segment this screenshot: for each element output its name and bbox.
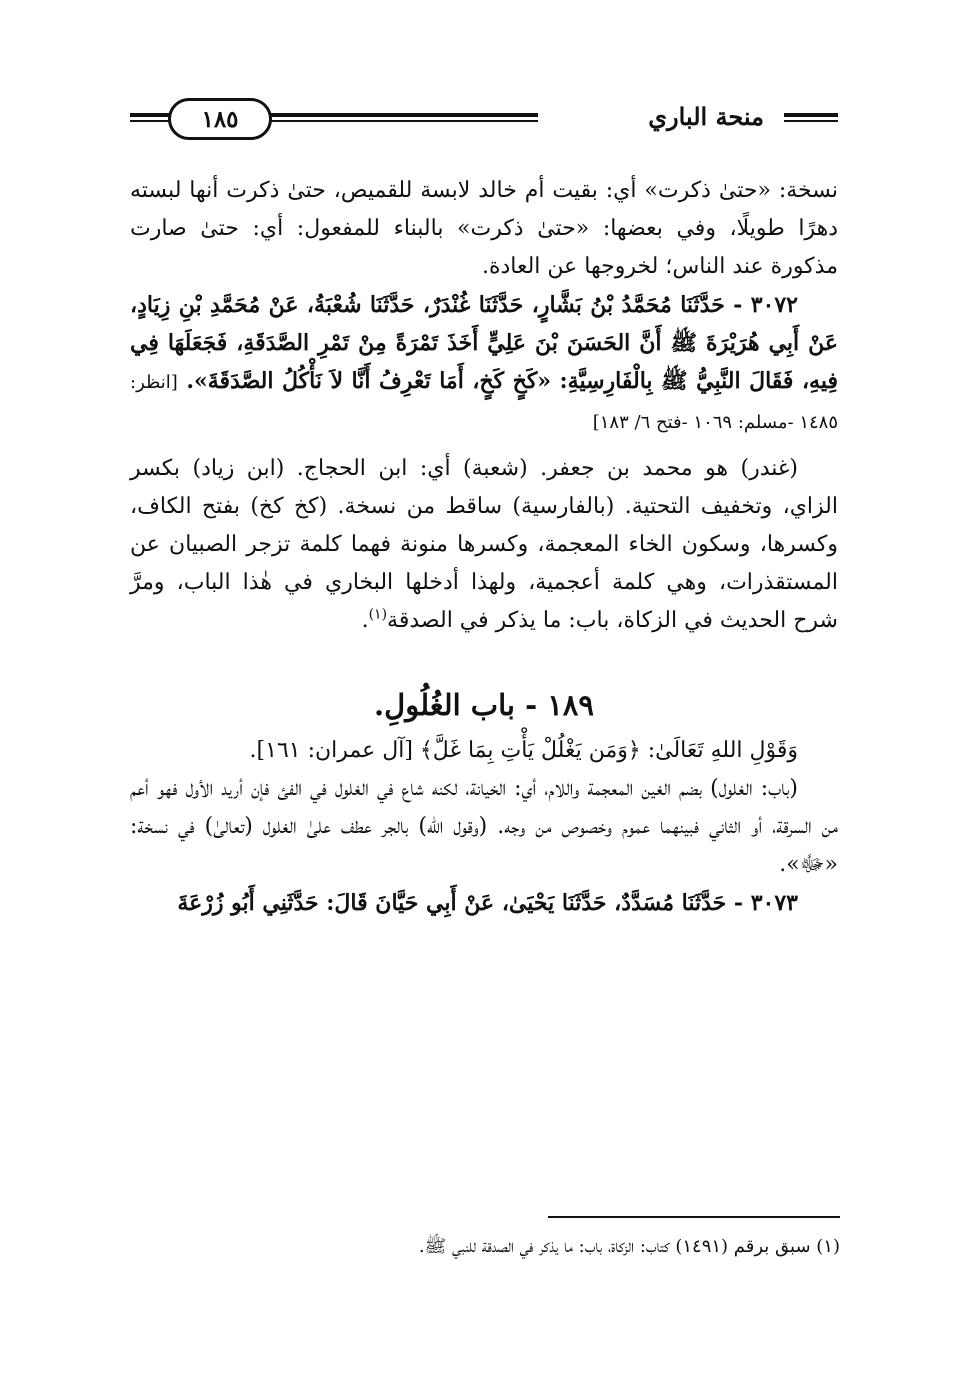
hadith-3072-reference: [انظر: ١٤٨٥ -مسلم: ١٠٦٩ -فتح ٦/ ١٨٣] — [130, 372, 838, 433]
page-number: ١٨٥ — [168, 98, 272, 140]
spacer — [130, 442, 838, 450]
commentary-paragraph: (باب: الغلول) بضم الغين المعجمة واللام، أي: الخيانة، لكنه شاع في الغلول في الفئ فإن أريد الأول فهو أعم من السرقة، أو الثاني فبينهما عموم وخصوص من وجه. (وقول الله) بالجر عطف علىٰ الغلول (تعالىٰ) في نسخة: «ﷻ». — [130, 776, 838, 877]
hadith-3072-text: ٣٠٧٢ - حَدَّثَنَا مُحَمَّدُ بْنُ بَشَّارٍ، حَدَّثَنَا غُنْدَرٌ، حَدَّثَنَا شُعْبَةُ، عَنْ مُحَمَّدِ بْنِ زِيَادٍ، عَنْ أَبِي هُرَيْرَةَ ﷺ أَنَّ الحَسَنَ بْنَ عَلِيٍّ أَخَذَ تَمْرَةً مِنْ تَمْرِ الصَّدَقَةِ، فَجَعَلَهَا فِي فِيهِ، فَقَالَ النَّبِيُّ ﷺ بِالْفَارِسِيَّةِ: «كَخٍ كَخٍ، أَمَا تَعْرِفُ أَنَّا لاَ نَأْكُلُ الصَّدَقَةَ». — [130, 292, 838, 394]
chapter-verse: وَقَوْلِ اللهِ تَعَالَىٰ: ﴿وَمَن يَغْلُلْ يَأْتِ بِمَا غَلَّ﴾ [آل عمران: ١٦١]. — [249, 738, 798, 763]
page-header — [130, 96, 838, 144]
page-body — [130, 172, 838, 922]
footnote-marker: (١) — [368, 606, 388, 623]
chapter-heading: ١٨٩ - باب الغُلُولِ. — [374, 688, 594, 722]
spacer — [130, 640, 838, 684]
hadith-3073: ٣٠٧٣ - حَدَّثَنَا مُسَدَّدٌ، حَدَّثَنَا يَحْيَىٰ، عَنْ أَبِي حَيَّانَ قَالَ: حَدَّثَنِي أَبُو زُرْعَةَ — [177, 890, 798, 916]
commentary-text: (غندر) هو محمد بن جعفر. (شعبة) أي: ابن الحجاج. (ابن زياد) بكسر الزاي، وتخفيف التحتية. (بالفارسية) ساقط من نسخة. (كخ كخ) بفتح الكاف، وكسرها، وسكون الخاء المعجمة، وكسرها منونة فهما كلمة تزجر الصبيان عن المستقذرات، وهي كلمة أعجمية، ولهذا أدخلها البخاري في هٰذا الباب، ومرَّ شرح الحديث في الزكاة، باب: ما يذكر في الصدقة — [130, 456, 838, 633]
running-title: منحة الباري — [648, 102, 764, 131]
footnote: (١) سبق برقم (١٤٩١) كتاب: الزكاة، باب: ما يذكر في الصدقة للنبي ﷺ. — [418, 1236, 840, 1257]
commentary-paragraph — [130, 450, 838, 640]
hadith-3072 — [130, 286, 838, 442]
header-rule-right — [784, 113, 838, 122]
footnote-separator — [548, 1216, 840, 1218]
commentary-paragraph: نسخة: «حتىٰ ذكرت» أي: بقيت أم خالد لابسة للقميص، حتىٰ ذكرت أنها لبسته دهرًا طويلًا، وفي بعضها: «حتىٰ ذكرت» بالبناء للمفعول: أي: حتىٰ صارت مذكورة عند الناس؛ لخروجها عن العادة. — [130, 178, 838, 279]
header-rule-left — [130, 113, 170, 122]
commentary-text-end: . — [361, 608, 369, 633]
